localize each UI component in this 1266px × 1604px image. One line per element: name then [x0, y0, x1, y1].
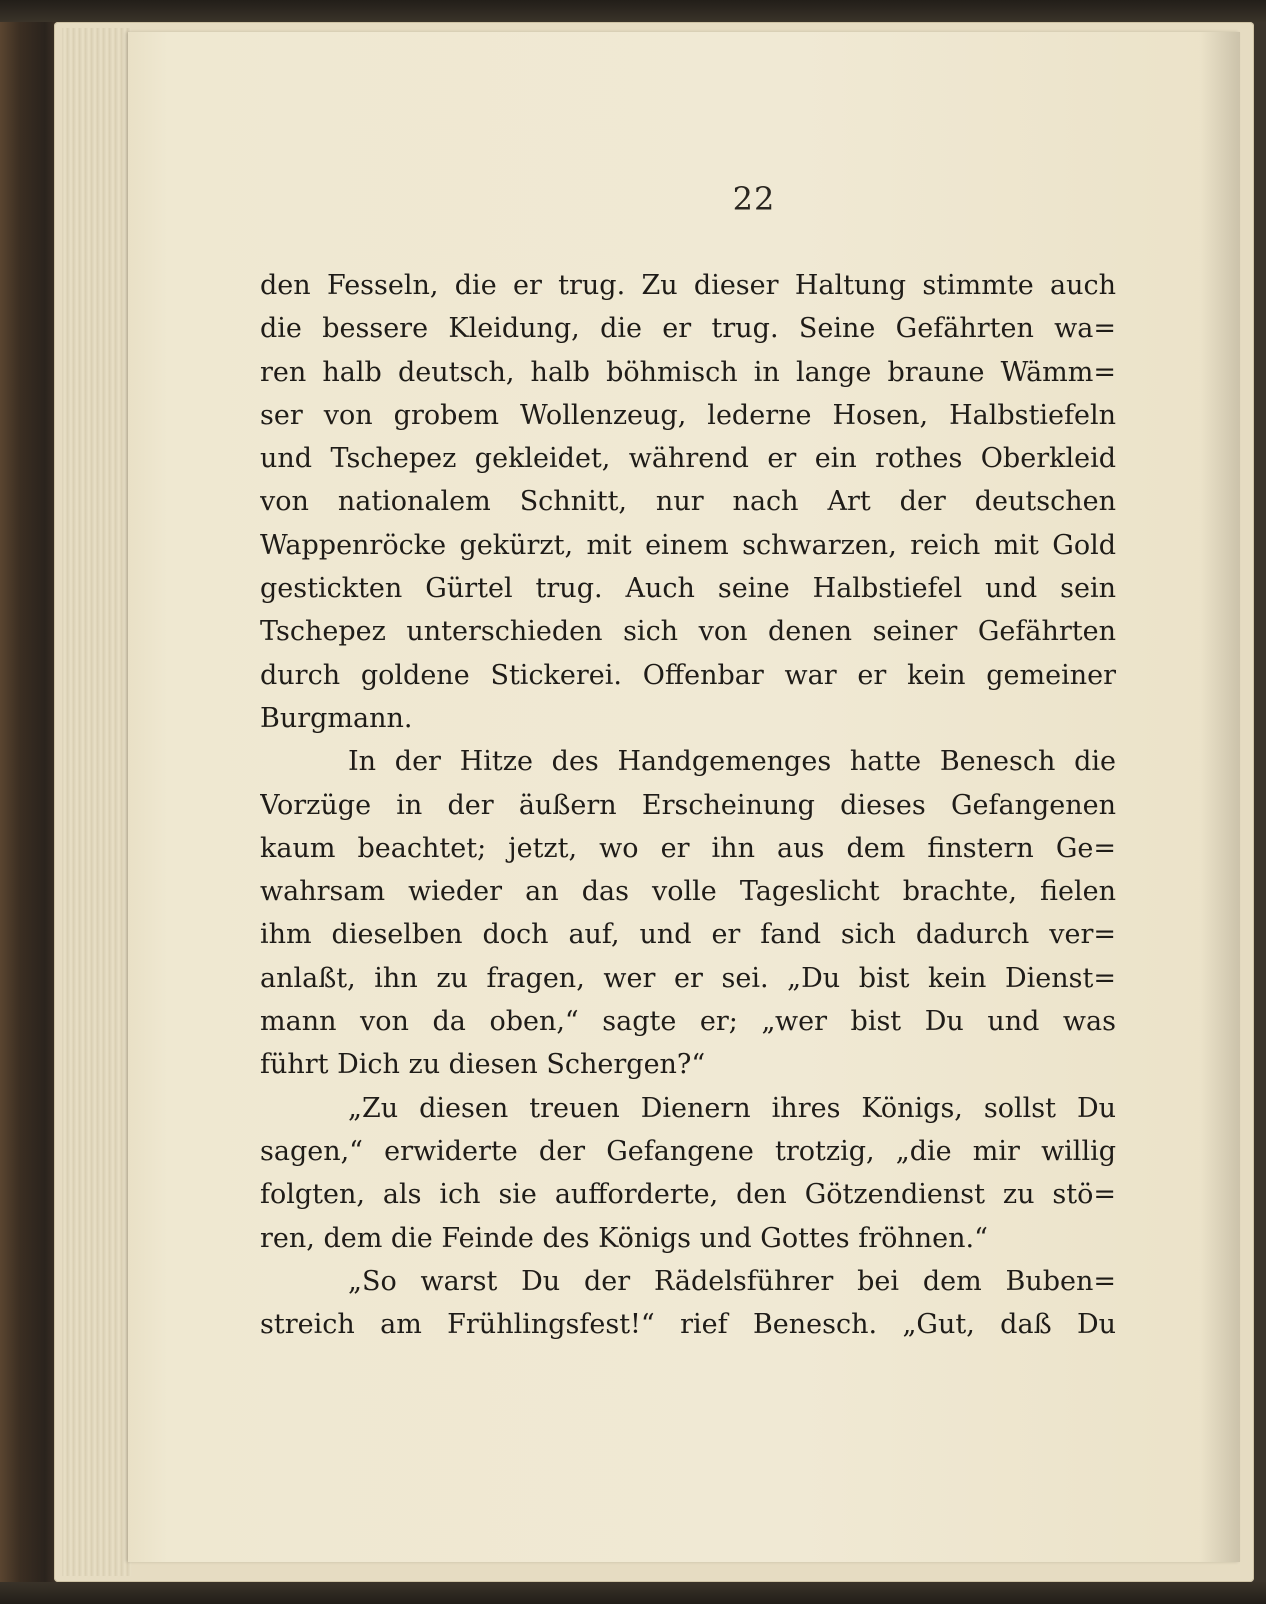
text-line: mann von da oben,“ sagte er; „wer bist Du und was [260, 1006, 1116, 1038]
text-line: In der Hitze des Handgemenges hatte Benesch die [348, 746, 1116, 778]
text-line: kaum beachtet; jetzt, wo er ihn aus dem finstern Ge= [260, 832, 1116, 864]
text-line: folgten, als ich sie aufforderte, den Götzendienst zu stö= [260, 1179, 1116, 1211]
text-line: von nationalem Schnitt, nur nach Art der deutschen [260, 486, 1116, 518]
paragraph-2 [260, 740, 1116, 1086]
text-line: gestickten Gürtel trug. Auch seine Halbstiefel und sein [260, 573, 1116, 605]
page-number: 22 [732, 180, 776, 218]
text-line: „So warst Du der Rädelsführer bei dem Buben= [348, 1265, 1116, 1297]
book-page [128, 32, 1240, 1562]
top-binding-edge [0, 0, 1266, 22]
paragraph-3 [260, 1087, 1116, 1260]
text-line: den Fesseln, die er trug. Zu dieser Haltung stimmte auch [260, 270, 1116, 301]
text-line: anlaßt, ihn zu fragen, wer er sei. „Du bist kein Dienst= [260, 962, 1116, 994]
gutter-shadow [1200, 32, 1240, 1562]
text-line: und Tschepez gekleidet, während er ein rothes Oberkleid [260, 443, 1116, 475]
text-line: Tschepez unterschieden sich von denen seiner Gefährten [260, 616, 1116, 648]
book-spine [0, 0, 58, 1604]
text-line: Vorzüge in der äußern Erscheinung dieses Gefangenen [260, 789, 1116, 821]
text-line: Burgmann. [260, 702, 413, 734]
text-line: Wappenröcke gekürzt, mit einem schwarzen, reich mit Gold [260, 529, 1116, 561]
text-line: führt Dich zu diesen Schergen?“ [260, 1049, 706, 1081]
paragraph-1 [260, 264, 1116, 740]
text-line: ser von grobem Wollenzeug, lederne Hosen, Halbstiefeln [260, 399, 1116, 431]
text-line: wahrsam wieder an das volle Tageslicht brachte, fielen [260, 876, 1116, 908]
text-line: ihm dieselben doch auf, und er fand sich dadurch ver= [260, 919, 1116, 951]
text-line: durch goldene Stickerei. Offenbar war er kein gemeiner [260, 659, 1116, 691]
text-line: die bessere Kleidung, die er trug. Seine Gefährten wa= [260, 313, 1116, 345]
text-line: „Zu diesen treuen Dienern ihres Königs, sollst Du [348, 1092, 1116, 1124]
bottom-binding-edge [0, 1582, 1266, 1604]
text-line: ren, dem die Feinde des Königs und Gottes fröhnen.“ [260, 1222, 988, 1254]
text-line: streich am Frühlingsfest!“ rief Benesch. „Gut, daß Du [260, 1309, 1116, 1341]
body-text [260, 264, 1116, 1346]
text-line: ren halb deutsch, halb böhmisch in lange braune Wämm= [260, 356, 1116, 388]
text-line: sagen,“ erwiderte der Gefangene trotzig, „die mir willig [260, 1135, 1116, 1167]
paragraph-4 [260, 1260, 1116, 1347]
